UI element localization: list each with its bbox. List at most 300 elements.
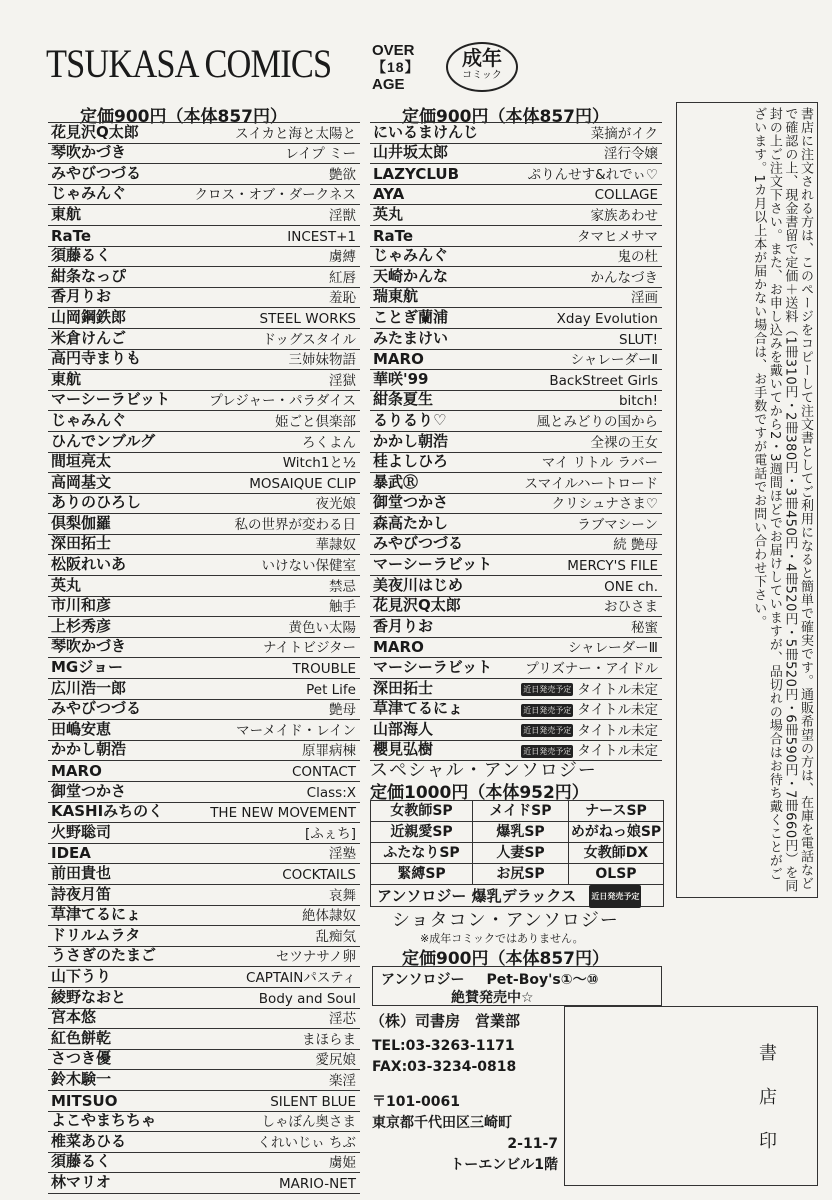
author-name: マーシーラビット <box>373 658 493 677</box>
book-title-text: おひさま <box>604 599 658 616</box>
book-title-text: 続 艶母 <box>613 537 658 554</box>
author-name: 紺条なっぴ <box>51 267 127 285</box>
book-title <box>270 1094 356 1110</box>
book-title <box>263 638 356 657</box>
list-item <box>370 370 662 391</box>
list-item <box>48 555 360 576</box>
book-title-text: プレジャー・パラダイス <box>209 393 356 410</box>
author-name: 櫻見弘樹 <box>373 740 434 759</box>
list-item <box>48 761 360 782</box>
book-title-text: Witch1と½ <box>282 455 356 472</box>
author-name: 火野聡司 <box>51 823 112 841</box>
list-item <box>370 679 662 700</box>
list-item <box>48 432 360 453</box>
special-anthology-cell: 女教師SP <box>371 801 473 822</box>
petboy-label: アンソロジー <box>381 972 465 988</box>
book-title-text: ラブマシーン <box>577 516 658 533</box>
author-name: 暴武Ⓡ <box>373 473 419 491</box>
book-title <box>276 947 356 966</box>
book-title <box>262 329 356 348</box>
book-title <box>262 1112 357 1131</box>
book-title-text: COLLAGE <box>594 187 658 204</box>
author-name: IDEA <box>51 844 91 863</box>
book-title <box>329 267 356 286</box>
book-title-text: 乱痴気 <box>315 928 356 945</box>
book-title-text: 楽淫 <box>329 1072 356 1089</box>
author-name: 倶梨伽羅 <box>51 514 112 532</box>
author-name: さつき優 <box>51 1049 112 1068</box>
book-title <box>329 247 356 266</box>
author-name: みやびつづる <box>373 534 464 553</box>
book-title <box>262 555 357 574</box>
author-name: RaTe <box>51 226 92 245</box>
list-item <box>48 1153 360 1174</box>
author-name: じゃみんぐ <box>373 246 449 265</box>
petboy-box <box>372 966 662 1006</box>
publisher-address <box>372 1092 558 1176</box>
list-item <box>370 164 662 185</box>
book-title-text: プリズナー・アイドル <box>525 661 658 678</box>
adult-seal <box>446 42 518 92</box>
book-title <box>577 226 658 245</box>
coming-soon-tag: 近日発売予定 <box>589 885 641 908</box>
shota-price: 定価900円（本体857円） <box>402 949 609 969</box>
author-name: 椎菜あひる <box>51 1132 127 1150</box>
list-item <box>48 967 360 988</box>
list-item <box>370 391 662 412</box>
author-name: マーシーラビット <box>373 555 493 574</box>
special-anthology-cell: めがねっ娘SP <box>569 822 663 843</box>
book-title <box>525 658 658 677</box>
book-title <box>521 720 658 739</box>
book-title-text: SILENT BLUE <box>270 1093 356 1110</box>
author-name: 花見沢Q太郎 <box>373 596 461 615</box>
book-title <box>329 370 356 389</box>
book-title <box>537 411 659 430</box>
author-name: MARO <box>373 350 424 369</box>
author-name: 草津てるにょ <box>373 699 463 718</box>
author-name: にいるまけんじ <box>373 123 479 141</box>
seal-sub: コミック <box>462 70 502 81</box>
list-item <box>48 205 360 226</box>
list-item <box>370 720 662 741</box>
list-item <box>48 1132 360 1153</box>
author-name: ありのひろし <box>51 493 142 512</box>
book-title-text: マーメイド・レイン <box>236 722 356 739</box>
list-item <box>48 370 360 391</box>
seal-main: 成年 <box>462 46 502 70</box>
book-title <box>591 267 659 286</box>
list-item <box>370 288 662 309</box>
book-title <box>552 494 658 513</box>
special-anthology-cell: 女教師DX <box>569 843 663 864</box>
book-title <box>282 867 356 883</box>
book-title <box>329 576 356 595</box>
book-title <box>275 411 356 430</box>
petboy-status: 絶賛発売中☆ <box>451 990 534 1006</box>
bookstore-stamp-label: 書店印 <box>756 1043 777 1175</box>
book-title-text: Class:X <box>306 784 356 801</box>
book-title-text: 姫ごと倶楽部 <box>275 413 356 430</box>
coming-soon-tag: 近日発売予定 <box>523 685 572 695</box>
book-title-text: くれいじぃ ちぶ <box>257 1134 356 1151</box>
author-name: 高岡基文 <box>51 473 112 491</box>
author-name: MITSUO <box>51 1091 118 1110</box>
book-title-text: タイトル未定 <box>577 722 658 739</box>
coming-soon-tag: 近日発売予定 <box>523 746 572 756</box>
author-name: じゃみんぐ <box>51 411 127 429</box>
book-title-text: 艶欲 <box>329 166 356 183</box>
age-number: 【18】 <box>372 59 420 75</box>
author-name: るりるり♡ <box>373 411 447 429</box>
list-item <box>370 247 662 268</box>
author-name: みやびつづる <box>51 699 142 718</box>
book-title-text: 原罪病棟 <box>302 743 356 760</box>
petboy-title: Pet-Boy's①〜⑩ <box>486 972 599 988</box>
book-title-text: タマヒメサマ <box>577 228 658 245</box>
author-name: みたまけい <box>373 328 449 347</box>
book-title <box>595 187 658 203</box>
book-title <box>195 185 356 204</box>
list-item <box>48 1173 360 1194</box>
book-title <box>591 205 659 224</box>
book-title <box>329 1153 356 1172</box>
book-title-text: タイトル未定 <box>577 743 658 760</box>
list-item <box>48 391 360 412</box>
author-name: 東航 <box>51 205 82 223</box>
book-title <box>316 535 357 554</box>
book-title-text: 淫画 <box>631 290 658 307</box>
book-title-text: 虜姫 <box>329 1155 356 1172</box>
list-item <box>48 350 360 371</box>
book-title <box>568 638 658 657</box>
book-title <box>307 785 356 801</box>
coming-soon-tag: 近日発売予定 <box>523 705 572 715</box>
list-item <box>48 638 360 659</box>
shota-note: ※成年コミックではありません。 <box>420 932 584 945</box>
list-item <box>370 226 662 247</box>
book-title-text: 淫獣 <box>329 207 356 224</box>
list-item <box>48 658 360 679</box>
author-name: マーシーラビット <box>51 390 171 409</box>
bookstore-stamp-box <box>564 1006 818 1186</box>
book-title <box>302 1029 356 1048</box>
book-title-text: 華隷奴 <box>315 537 356 554</box>
list-item <box>48 576 360 597</box>
author-name: ドリルムラタ <box>51 926 141 944</box>
list-item <box>48 267 360 288</box>
special-anthology-cell: 人妻SP <box>473 843 569 864</box>
book-title <box>619 332 658 348</box>
author-name: 草津てるにょ <box>51 905 141 924</box>
list-item <box>48 864 360 885</box>
list-item <box>370 205 662 226</box>
book-title-text: タイトル未定 <box>577 702 658 719</box>
author-name: 須藤るく <box>51 1152 112 1171</box>
book-title-text: 全裸の王女 <box>590 434 658 451</box>
special-anthology-grid <box>370 800 664 907</box>
age-mark <box>372 42 420 93</box>
list-item <box>370 432 662 453</box>
special-anthology-cell: OLSP <box>569 864 663 885</box>
book-title <box>521 679 658 698</box>
list-item <box>370 494 662 515</box>
author-name: 鈴木験一 <box>51 1070 112 1088</box>
book-title <box>329 205 356 224</box>
author-name: ことぎ蘭浦 <box>373 308 449 326</box>
author-name: 田嶋安恵 <box>51 720 112 738</box>
book-title <box>524 473 658 492</box>
book-title <box>604 597 658 616</box>
book-title <box>577 514 658 533</box>
book-title-text: CAPTAINパスティ <box>246 969 356 986</box>
author-name: 山岡鋼鉄郎 <box>51 308 127 326</box>
list-item <box>48 1009 360 1030</box>
book-title <box>289 617 357 636</box>
book-title-text: ドッグスタイル <box>262 331 356 348</box>
list-item <box>370 144 662 165</box>
book-title <box>591 432 659 451</box>
list-item <box>48 1050 360 1071</box>
list-item <box>48 473 360 494</box>
book-title <box>235 123 356 142</box>
author-name: 山部海人 <box>373 720 434 738</box>
author-name: よこやまちちゃ <box>51 1111 157 1130</box>
author-name: 御堂つかさ <box>51 782 127 800</box>
book-title <box>293 661 356 677</box>
list-item <box>48 494 360 515</box>
author-name: 松阪れいあ <box>51 555 127 574</box>
book-title-text: COCKTAILS <box>282 866 356 883</box>
book-title-text: ろくよん <box>302 434 356 451</box>
book-title-text: MERCY'S FILE <box>567 558 658 575</box>
publisher-addr2: 2-11-7 <box>507 1136 558 1152</box>
book-title <box>302 741 356 760</box>
special-anthology-cell: 近親愛SP <box>371 822 473 843</box>
list-item <box>48 123 360 144</box>
book-title-text: 艶母 <box>329 702 356 719</box>
special-anthology-cell: ナースSP <box>569 801 663 822</box>
author-name: 市川和彦 <box>51 596 112 615</box>
book-title-text: 淫行令嬢 <box>604 146 658 163</box>
book-title-text: 紅唇 <box>329 269 356 286</box>
special-anthology-cell: 緊縛SP <box>371 864 473 885</box>
special-last-title: アンソロジー 爆乳デラックス <box>377 887 577 905</box>
list-item <box>370 185 662 206</box>
book-title <box>305 823 356 842</box>
list-item <box>48 185 360 206</box>
publisher-name: （株）司書房 営業部 <box>370 1012 521 1030</box>
book-title-text: しゃぼん奥さま <box>261 1114 356 1131</box>
book-title-text: Xday Evolution <box>556 310 658 327</box>
list-item <box>48 329 360 350</box>
book-title <box>306 682 356 698</box>
order-notice-box <box>676 102 818 898</box>
book-title-text: MARIO-NET <box>279 1175 356 1192</box>
list-item <box>48 741 360 762</box>
author-name: 花見沢Q太郎 <box>51 123 139 141</box>
author-name: 深田拓士 <box>373 679 434 697</box>
list-item <box>48 226 360 247</box>
list-item <box>370 350 662 371</box>
book-title <box>528 164 658 183</box>
list-item <box>48 885 360 906</box>
author-name: みやびつづる <box>51 164 142 182</box>
book-title-text: まほらま <box>302 1031 356 1048</box>
author-name: 琴吹かづき <box>51 637 127 656</box>
book-title-text: 風とみどりの国から <box>536 413 658 430</box>
author-name: 広川浩一郎 <box>51 679 127 697</box>
book-title-text: 淫塾 <box>329 846 356 863</box>
list-item <box>370 267 662 288</box>
list-item <box>48 1029 360 1050</box>
publisher-tel: TEL:03-3263-1171 <box>372 1038 515 1054</box>
book-title <box>209 391 356 410</box>
book-title <box>302 906 356 925</box>
book-title <box>549 373 658 389</box>
list-item <box>48 453 360 474</box>
book-title <box>257 1132 356 1151</box>
book-title-text: 黄色い太陽 <box>288 619 356 636</box>
book-title <box>285 144 356 163</box>
book-title <box>302 432 356 451</box>
book-title-text: bitch! <box>618 393 658 410</box>
list-item <box>48 617 360 638</box>
book-title <box>329 885 356 904</box>
book-title-text: スマイルハートロード <box>524 475 658 492</box>
author-name: MARO <box>51 762 102 780</box>
book-title <box>591 123 658 142</box>
author-name: 宮本悠 <box>51 1008 97 1027</box>
book-title <box>618 247 659 266</box>
author-name: 詩夜月笛 <box>51 884 112 903</box>
age-age: AGE <box>372 76 405 93</box>
book-title-text: MOSAIQUE CLIP <box>249 475 356 492</box>
book-title-text: SLUT! <box>619 331 658 348</box>
list-item <box>48 308 360 329</box>
list-item <box>48 803 360 824</box>
publisher-contact <box>372 1036 516 1078</box>
book-title <box>567 558 658 574</box>
publisher-addr1: 東京都千代田区三崎町 <box>372 1115 512 1131</box>
book-title-text: [ふぇち] <box>304 825 356 842</box>
list-item <box>48 844 360 865</box>
list-item <box>370 555 662 576</box>
book-title-text: いけない保健室 <box>261 558 356 575</box>
list-item <box>48 947 360 968</box>
list-item <box>48 700 360 721</box>
book-title-text: 禁忌 <box>329 578 356 595</box>
book-title <box>329 1009 356 1028</box>
book-title-text: スイカと海と太陽と <box>235 125 356 142</box>
book-title <box>613 535 658 554</box>
author-name: 須藤るく <box>51 246 112 265</box>
book-title <box>521 700 658 719</box>
special-anthology-title: スペシャル・アンソロジー <box>370 760 597 781</box>
author-name: KASHIみちのく <box>51 802 164 821</box>
book-title-text: Pet Life <box>306 681 356 698</box>
list-item <box>48 679 360 700</box>
list-item <box>48 535 360 556</box>
book-title <box>316 494 357 513</box>
author-name: 香月りお <box>373 617 434 635</box>
author-name: 天崎かんな <box>373 267 449 285</box>
book-title-text: 虜縛 <box>329 249 356 266</box>
author-name: 米倉けんご <box>51 328 127 347</box>
author-name: 綾野なおと <box>51 987 127 1006</box>
special-anthology-cell: ふたなりSP <box>371 843 473 864</box>
book-title-text: ONE ch. <box>604 578 658 595</box>
list-item <box>370 638 662 659</box>
book-title-text: シャレーダーⅢ <box>567 640 658 657</box>
brand-logo: TSUKASA COMICS <box>46 41 332 86</box>
author-name: 高円寺まりも <box>51 349 142 368</box>
list-item <box>370 453 662 474</box>
special-anthology-cell: メイドSP <box>473 801 569 822</box>
book-title <box>557 311 658 327</box>
list-item <box>48 1112 360 1133</box>
special-anthology-price: 定価1000円（本体952円） <box>370 783 589 803</box>
book-title-text: クロス・オブ・ダークネス <box>194 187 356 204</box>
list-item <box>370 576 662 597</box>
list-item <box>48 164 360 185</box>
book-title-text: 三姉妹物語 <box>288 352 356 369</box>
list-item <box>48 926 360 947</box>
list-item <box>48 597 360 618</box>
book-title-text: 淫芯 <box>329 1011 356 1028</box>
book-title <box>289 350 357 369</box>
book-title-text: ナイトビジター <box>262 640 356 657</box>
book-title <box>329 844 356 863</box>
author-name: 琴吹かづき <box>51 143 127 162</box>
publisher-addr3: トーエンビル1階 <box>450 1157 558 1173</box>
author-name: 東航 <box>51 370 82 388</box>
book-title-text: レイプ ミー <box>285 146 356 163</box>
book-title <box>283 453 356 472</box>
author-name: 前田貴也 <box>51 864 112 882</box>
list-item <box>48 144 360 165</box>
author-name: じゃみんぐ <box>51 184 127 203</box>
book-title-text: 私の世界が変わる日 <box>234 516 356 533</box>
list-item <box>370 123 662 144</box>
book-title <box>631 288 658 307</box>
book-title-text: 淫獄 <box>329 372 356 389</box>
list-item <box>48 514 360 535</box>
coming-soon-tag: 近日発売予定 <box>523 726 572 736</box>
list-item <box>48 988 360 1009</box>
author-name: 美夜川はじめ <box>373 576 464 594</box>
author-name: 森高たかし <box>373 514 449 532</box>
book-title-text: Body and Soul <box>258 990 356 1007</box>
author-name: うさぎのたまご <box>51 946 157 965</box>
list-item <box>370 535 662 556</box>
list-item <box>370 514 662 535</box>
book-title <box>329 164 356 183</box>
book-title <box>236 720 356 739</box>
book-title <box>571 350 658 369</box>
author-name: ひんでンブルグ <box>51 431 156 450</box>
book-title-text: 羞恥 <box>329 290 356 307</box>
author-name: 紅色餅乾 <box>51 1029 112 1047</box>
special-anthology-cell: 爆乳SP <box>473 822 569 843</box>
author-name: 深田拓士 <box>51 534 112 553</box>
author-name: MGジョー <box>51 658 123 677</box>
right-price: 定価900円（本体857円） <box>402 107 609 127</box>
book-title <box>259 991 356 1007</box>
book-title-text: かんなづき <box>590 269 658 286</box>
book-title-text: 絶体隷奴 <box>302 908 356 925</box>
book-title-text: ぷりんせす&れでぃ♡ <box>527 166 658 183</box>
